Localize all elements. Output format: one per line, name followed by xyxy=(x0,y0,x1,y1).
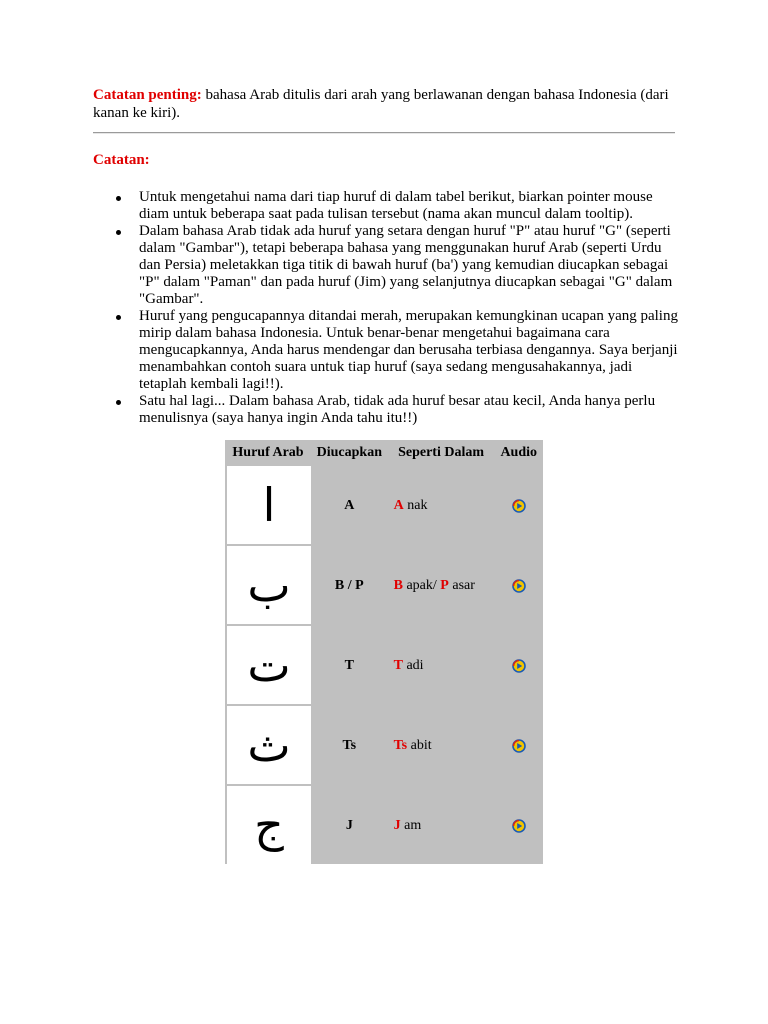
pronunciation: Ts xyxy=(342,738,357,753)
header-huruf-arab: Huruf Arab xyxy=(232,445,304,460)
example-word: T adi xyxy=(393,658,424,673)
table-row xyxy=(225,546,543,626)
catatan-heading: Catatan: xyxy=(93,152,150,168)
bullet-icon xyxy=(116,315,121,320)
important-note-text: bahasa Arab ditulis dari arah yang berlawanan dengan bahasa Indonesia (dari kanan ke kiri). xyxy=(93,87,669,121)
table-header-row xyxy=(225,440,543,466)
list-item: Dalam bahasa Arab tidak ada huruf yang setara dengan huruf "P" atau huruf "G" (seperti dalam "Gambar"), tetapi beberapa bahasa yang menggunakan huruf Arab (seperti Urdu dan Persia) meletakkan tiga titik di bawah huruf (ba') yang kemudian diucapkan sebagai "P" dalam "Paman" dan pada huruf (Jim) yang selanjutnya diucapkan sebagai "G" dalam "Gambar". xyxy=(113,223,681,308)
table-row xyxy=(225,626,543,706)
arabic-letter-alif[interactable]: ا xyxy=(227,466,311,544)
audio-play-icon[interactable] xyxy=(512,819,526,833)
arabic-letter-ba[interactable]: ب xyxy=(227,546,311,624)
pronunciation: J xyxy=(345,818,353,833)
table-row xyxy=(225,786,543,866)
table-row xyxy=(225,466,543,546)
table-row xyxy=(225,706,543,786)
arabic-letter-tsa[interactable]: ث xyxy=(227,706,311,784)
audio-play-icon[interactable] xyxy=(512,499,526,513)
bullet-icon xyxy=(116,230,121,235)
example-word: B apak/ P asar xyxy=(393,578,475,593)
notes-list xyxy=(113,189,681,427)
pronunciation: B / P xyxy=(334,578,364,593)
list-item: Huruf yang pengucapannya ditandai merah, merupakan kemungkinan ucapan yang paling mirip dalam bahasa Indonesia. Untuk benar-benar mengetahui bagaimana cara mengucapkannya, Anda harus mendengar dan berusaha terbiasa dengannya. Saya berjanji menambahkan contoh suara untuk tiap huruf (saya sedang mengusahakannya, jadi tetaplah kembali lagi!!). xyxy=(113,308,681,393)
bullet-icon xyxy=(116,400,121,405)
audio-play-icon[interactable] xyxy=(512,579,526,593)
arabic-letter-ta[interactable]: ت xyxy=(227,626,311,704)
important-note xyxy=(93,86,683,122)
example-word: Ts abit xyxy=(393,738,432,753)
important-note-label: Catatan penting: xyxy=(93,87,202,103)
arabic-letter-jim[interactable]: ج xyxy=(227,786,311,864)
header-diucapkan: Diucapkan xyxy=(316,445,382,460)
audio-play-icon[interactable] xyxy=(512,659,526,673)
header-audio: Audio xyxy=(500,445,538,460)
pronunciation: A xyxy=(344,498,355,513)
horizontal-divider xyxy=(93,132,675,134)
bullet-icon xyxy=(116,196,121,201)
example-word: J am xyxy=(393,818,422,833)
letters-table xyxy=(225,440,543,864)
list-item: Untuk mengetahui nama dari tiap huruf di dalam tabel berikut, biarkan pointer mouse diam untuk beberapa saat pada tulisan tersebut (nama akan muncul dalam tooltip). xyxy=(113,189,681,223)
audio-play-icon[interactable] xyxy=(512,739,526,753)
example-word: A nak xyxy=(393,498,428,513)
list-item: Satu hal lagi... Dalam bahasa Arab, tidak ada huruf besar atau kecil, Anda hanya perlu menulisnya (saya hanya ingin Anda tahu itu!!) xyxy=(113,393,681,427)
pronunciation: T xyxy=(344,658,354,673)
header-seperti-dalam: Seperti Dalam xyxy=(398,445,484,460)
